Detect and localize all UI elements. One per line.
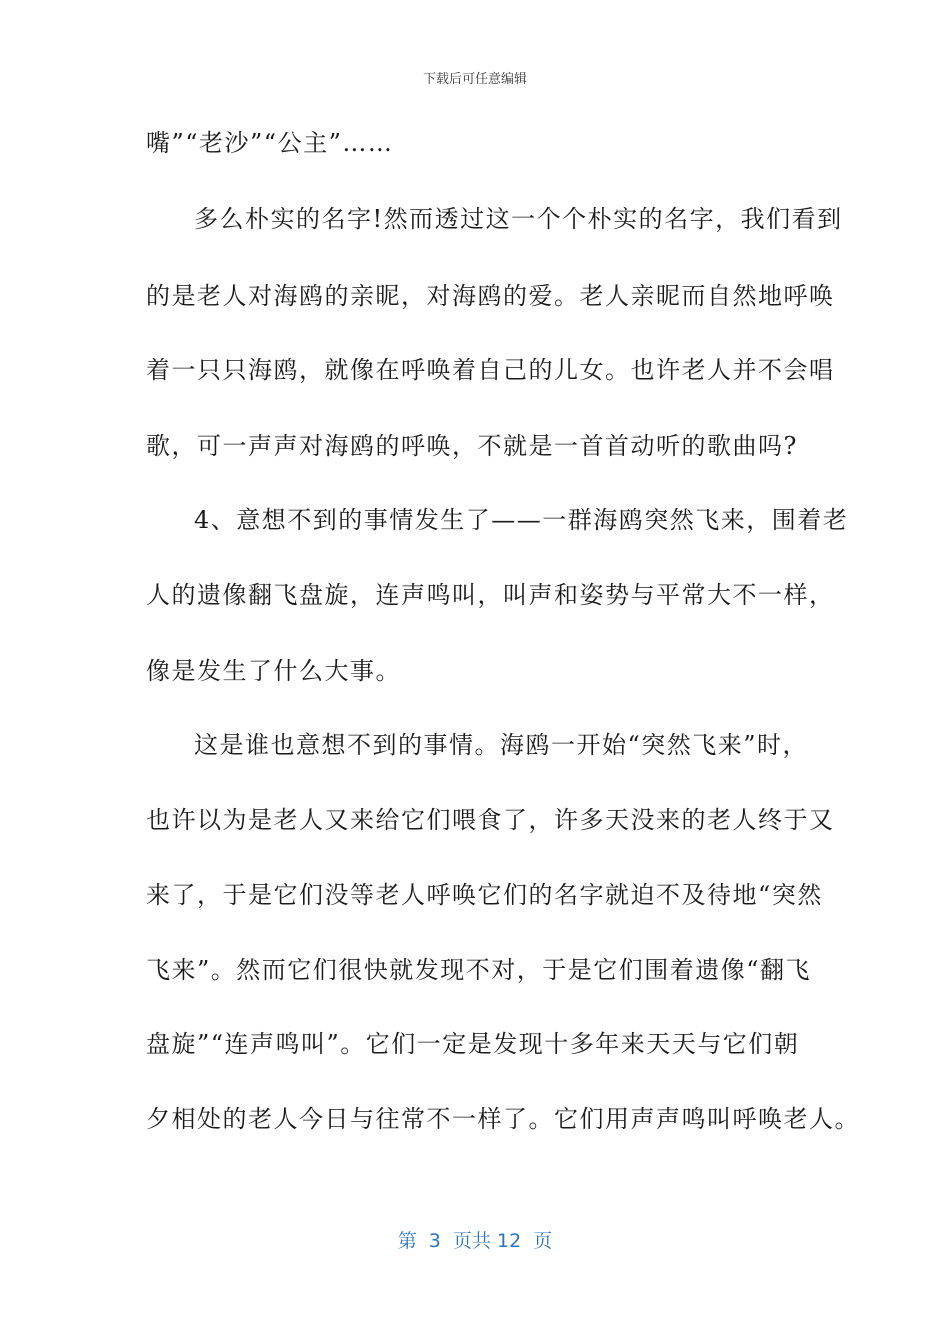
page-header: 下载后可任意编辑 (422, 72, 527, 87)
text-line-12: 飞来”。然而它们很快就发现不对，于是它们围着遗像“翻飞 (146, 956, 812, 984)
text-line-11: 来了，于是它们没等老人呼唤它们的名字就迫不及待地“突然 (146, 881, 823, 909)
text-line-5: 歌，可一声声对海鸥的呼唤，不就是一首首动听的歌曲吗? (146, 432, 798, 460)
text-line-7: 人的遗像翻飞盘旋，连声鸣叫，叫声和姿势与平常大不一样， (146, 581, 835, 609)
text-line-9: 这是谁也意想不到的事情。海鸥一开始“突然飞来”时， (194, 731, 809, 759)
text-line-13: 盘旋”“连声鸣叫”。它们一定是发现十多年来天天与它们朝 (146, 1030, 800, 1058)
text-line-10: 也许以为是老人又来给它们喂食了，许多天没来的老人终于又 (146, 806, 835, 834)
text-line-1: 嘴”“老沙”“公主”…… (146, 129, 394, 157)
text-line-2: 多么朴实的名字!然而透过这一个个朴实的名字，我们看到 (194, 205, 843, 233)
text-line-3: 的是老人对海鸥的亲昵，对海鸥的爱。老人亲昵而自然地呼唤 (146, 282, 835, 310)
text-line-8: 像是发生了什么大事。 (146, 657, 401, 685)
text-line-6: 4、意想不到的事情发生了——一群海鸥突然飞来，围着老 (194, 506, 849, 534)
text-line-4: 着一只只海鸥，就像在呼唤着自己的儿女。也许老人并不会唱 (146, 356, 835, 384)
page-number-footer: 第 3 页共 12 页 (397, 1230, 553, 1252)
text-line-14: 夕相处的老人今日与往常不一样了。它们用声声鸣叫呼唤老人。 (146, 1105, 860, 1133)
